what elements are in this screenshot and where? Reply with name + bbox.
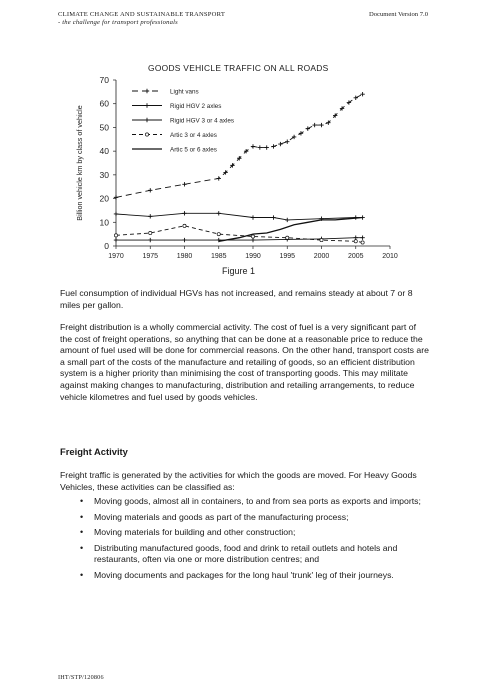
data-point bbox=[183, 224, 186, 227]
y-tick-label: 50 bbox=[99, 122, 109, 133]
legend-label: Artic 3 or 4 axles bbox=[170, 132, 217, 139]
legend-label: Light vans bbox=[170, 88, 199, 96]
x-tick-label: 2000 bbox=[313, 253, 330, 260]
series-line bbox=[116, 213, 363, 220]
data-point bbox=[114, 195, 118, 199]
data-point bbox=[354, 96, 358, 100]
data-point bbox=[265, 145, 269, 149]
y-tick-label: 20 bbox=[99, 193, 109, 204]
bullet-item: • Moving documents and packages for the long haul 'trunk' leg of their journeys. bbox=[80, 570, 440, 582]
legend-marker bbox=[145, 89, 149, 93]
document-subtitle: - the challenge for transport professionals bbox=[58, 19, 178, 26]
section-heading-freight-activity: Freight Activity bbox=[60, 446, 128, 457]
x-tick-label: 1985 bbox=[210, 253, 227, 260]
legend-marker bbox=[145, 103, 149, 107]
data-point bbox=[148, 238, 152, 242]
data-point bbox=[312, 123, 316, 127]
x-tick-label: 1975 bbox=[142, 253, 159, 260]
data-point bbox=[306, 126, 310, 130]
document-footer-code: IHT/STP/120806 bbox=[58, 674, 104, 681]
data-point bbox=[148, 214, 152, 218]
data-point bbox=[354, 236, 358, 240]
data-point bbox=[361, 241, 364, 244]
paragraph-fuel-consumption: Fuel consumption of individual HGVs has not increased, and remains steady at about 7 or 8 miles per gallon. bbox=[60, 288, 413, 310]
y-axis-label: Billion vehicle km by class of vehicle bbox=[75, 105, 84, 221]
data-point bbox=[354, 240, 357, 243]
document-version: Document Version 7.0 bbox=[368, 11, 428, 18]
document-title: CLIMATE CHANGE AND SUSTAINABLE TRANSPORT bbox=[58, 11, 226, 18]
data-point bbox=[258, 145, 262, 149]
document-header bbox=[58, 11, 225, 27]
goods-vehicle-traffic-chart bbox=[54, 72, 414, 264]
data-point bbox=[182, 211, 186, 215]
data-point bbox=[286, 236, 289, 239]
data-point bbox=[320, 238, 323, 241]
legend-marker bbox=[145, 118, 149, 122]
paragraph-freight-traffic: Freight traffic is generated by the activities for which the goods are moved. For Heavy Goods Vehicles, these activities can be classified as: bbox=[60, 470, 417, 492]
x-tick-label: 1990 bbox=[245, 253, 261, 260]
data-point bbox=[148, 188, 152, 192]
data-point bbox=[182, 238, 186, 242]
data-point bbox=[251, 215, 255, 219]
data-point bbox=[360, 92, 364, 96]
chart-title: GOODS VEHICLE TRAFFIC ON ALL ROADS bbox=[148, 63, 329, 73]
x-tick-label: 2010 bbox=[382, 253, 398, 260]
figure-caption: Figure 1 bbox=[222, 266, 256, 276]
data-point bbox=[251, 144, 255, 148]
y-tick-label: 0 bbox=[104, 241, 109, 251]
data-point bbox=[217, 233, 220, 236]
y-tick-label: 30 bbox=[99, 169, 109, 180]
y-tick-label: 40 bbox=[99, 146, 109, 157]
data-point bbox=[114, 234, 117, 237]
bullet-item: • Moving materials for building and other construction; bbox=[80, 527, 440, 539]
x-tick-label: 1995 bbox=[279, 253, 296, 260]
y-tick-label: 10 bbox=[99, 217, 109, 228]
data-point bbox=[217, 211, 221, 215]
bullet-item: • Moving goods, almost all in containers, to and from sea ports as exports and imports; bbox=[80, 496, 440, 508]
x-tick-label: 2005 bbox=[347, 253, 364, 260]
bullet-item: • Moving materials and goods as part of the manufacturing process; bbox=[80, 512, 440, 524]
x-tick-label: 1980 bbox=[176, 253, 193, 260]
data-point bbox=[278, 142, 282, 146]
legend-marker bbox=[145, 133, 148, 136]
paragraph-freight-distribution: Freight distribution is a wholly commercial activity. The cost of fuel is a very significant part of the cost of freight operations, so anything that can be done at a reasonable price to reduce the amount of fuel used will be done for commercial reasons. On the other hand, transport costs are a small part of the costs of the manufacture and retailing of goods, so an efficient distribution system is a higher priority than minimising the cost of transporting goods. This may militate against making changes to manufacturing, distribution and retailing arrangements, to reduce vehicle kilometres and fuel used by goods vehicles. bbox=[60, 322, 429, 402]
data-point bbox=[319, 123, 323, 127]
data-point bbox=[217, 176, 221, 180]
x-tick-label: 1970 bbox=[108, 253, 124, 260]
data-point bbox=[114, 238, 118, 242]
data-point bbox=[114, 212, 118, 216]
series-line bbox=[116, 94, 363, 197]
data-point bbox=[149, 231, 152, 234]
legend-label: Rigid HGV 2 axles bbox=[170, 103, 222, 110]
legend-label: Rigid HGV 3 or 4 axles bbox=[170, 117, 235, 125]
activity-bullet-list bbox=[80, 496, 440, 586]
data-point bbox=[251, 238, 255, 242]
data-point bbox=[285, 218, 289, 222]
data-point bbox=[271, 144, 275, 148]
data-point bbox=[251, 235, 254, 238]
data-point bbox=[360, 236, 364, 240]
y-tick-label: 60 bbox=[99, 98, 109, 109]
data-point bbox=[285, 139, 289, 143]
data-point bbox=[182, 182, 186, 186]
data-point bbox=[271, 215, 275, 219]
legend-label: Artic 5 or 6 axles bbox=[170, 146, 217, 154]
bullet-item: • Distributing manufactured goods, food and drink to retail outlets and hotels and restaurants, often via one or more distribution centres; and bbox=[80, 543, 440, 566]
y-tick-label: 70 bbox=[99, 75, 109, 85]
